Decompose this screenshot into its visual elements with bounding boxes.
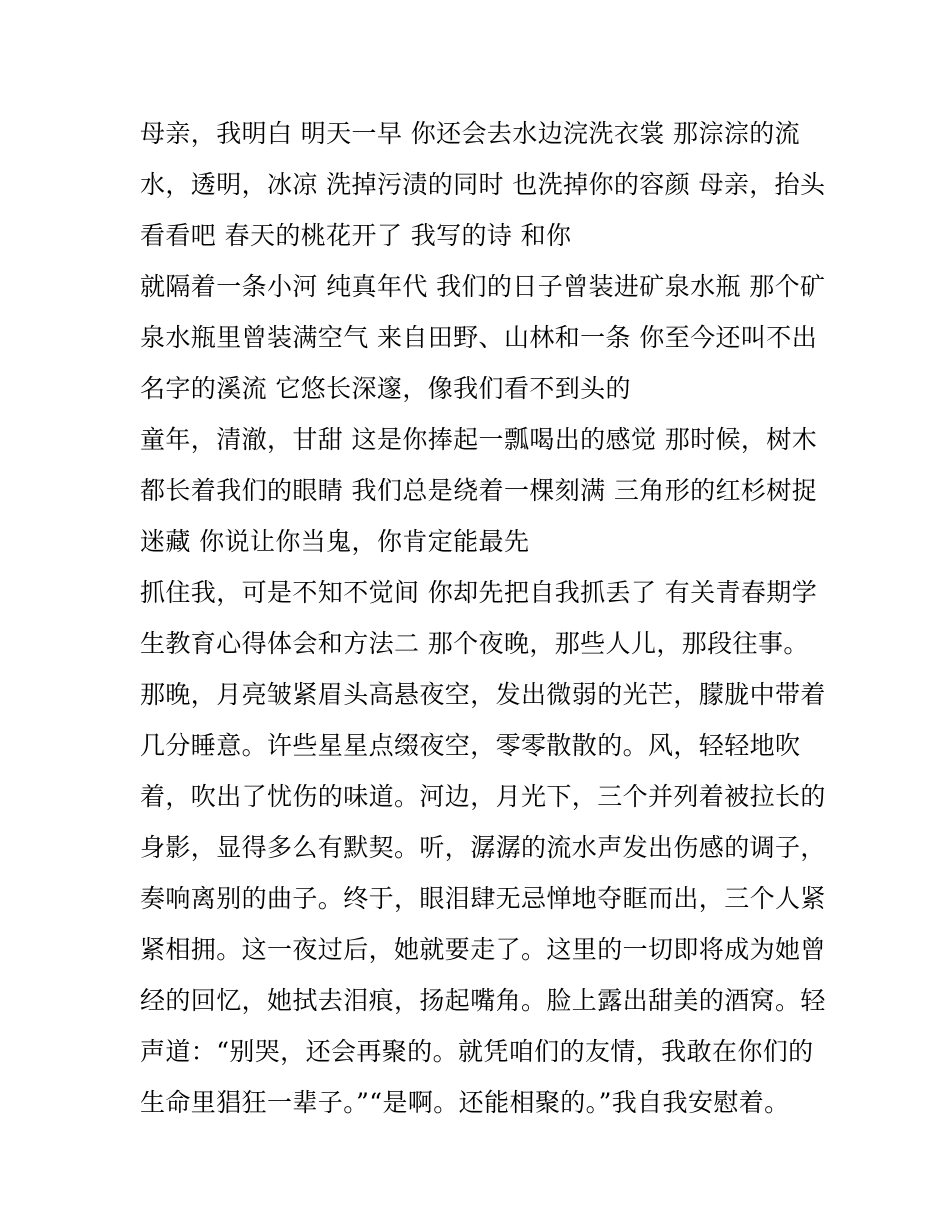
text-line: 泉水瓶里曾装满空气 来自田野、山林和一条 你至今还叫不出 [140, 323, 818, 352]
text-line: 生命里猖狂一辈子。”“是啊。还能相聚的。”我自我安慰着。 [140, 1088, 790, 1117]
text-line: 迷藏 你说让你当鬼，你肯定能最先 [140, 527, 530, 556]
text-line: 几分睡意。许些星星点缀夜空，零零散散的。风，轻轻地吹 [140, 731, 801, 760]
text-line: 声道：“别哭，还会再聚的。就凭咱们的友情，我敢在你们的 [140, 1037, 814, 1066]
text-line: 看看吧 春天的桃花开了 我写的诗 和你 [140, 221, 572, 250]
text-line: 经的回忆，她拭去泪痕，扬起嘴角。脸上露出甜美的酒窝。轻 [140, 986, 826, 1015]
text-line: 母亲，我明白 明天一早 你还会去水边浣洗衣裳 那淙淙的流 [140, 119, 801, 148]
text-line: 奏响离别的曲子。终于，眼泪肆无忌惮地夺眶而出，三个人紧 [140, 884, 826, 913]
text-line: 那晚，月亮皱紧眉头高悬夜空，发出微弱的光芒，朦胧中带着 [140, 680, 826, 709]
body-text [140, 108, 826, 1128]
text-line: 童年，清澈，甘甜 这是你捧起一瓢喝出的感觉 那时候，树木 [140, 425, 818, 454]
text-line: 身影，显得多么有默契。听，潺潺的流水声发出伤感的调子， [140, 833, 826, 862]
text-line: 就隔着一条小河 纯真年代 我们的日子曾装进矿泉水瓶 那个矿 [140, 272, 826, 301]
text-line: 生教育心得体会和方法二 那个夜晚，那些人儿，那段往事。 [140, 629, 809, 658]
text-line: 水，透明，冰凉 洗掉污渍的同时 也洗掉你的容颜 母亲，抬头 [140, 170, 826, 199]
text-line: 都长着我们的眼睛 我们总是绕着一棵刻满 三角形的红杉树捉 [140, 476, 818, 505]
text-line: 名字的溪流 它悠长深邃，像我们看不到头的 [140, 374, 631, 403]
text-line: 着，吹出了忧伤的味道。河边，月光下，三个并列着被拉长的 [140, 782, 826, 811]
text-line: 抓住我，可是不知不觉间 你却先把自我抓丢了 有关青春期学 [140, 578, 818, 607]
text-line: 紧相拥。这一夜过后，她就要走了。这里的一切即将成为她曾 [140, 935, 826, 964]
